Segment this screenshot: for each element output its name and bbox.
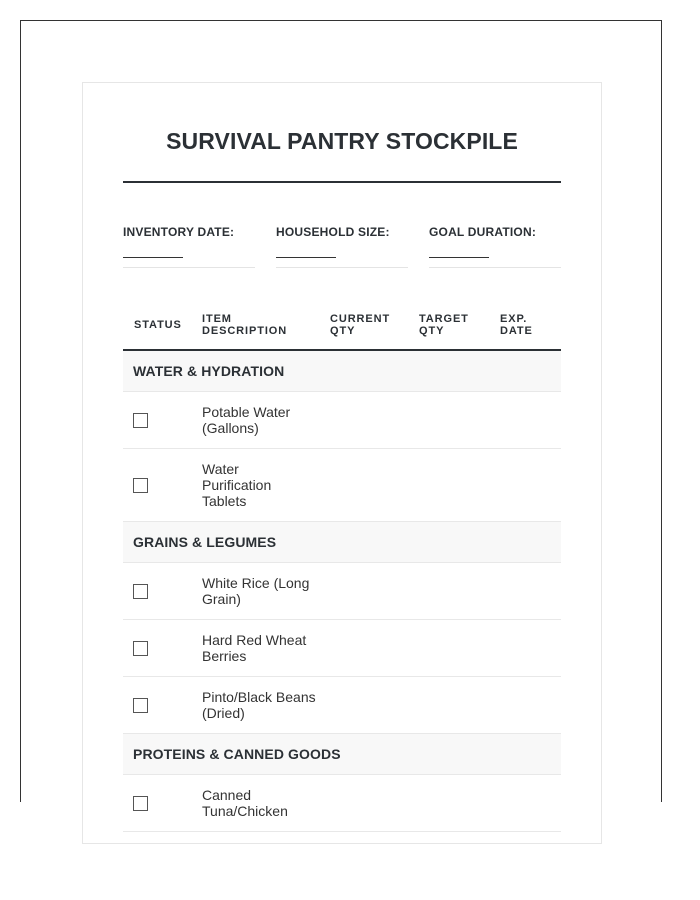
status-checkbox[interactable] (133, 698, 148, 713)
status-cell (123, 449, 192, 522)
header-item-line1: ITEM (202, 313, 232, 325)
exp-date-cell[interactable] (490, 449, 561, 522)
household-size-blank[interactable] (276, 257, 336, 258)
household-size-label: HOUSEHOLD SIZE: (276, 225, 390, 239)
title-divider (123, 181, 561, 183)
inventory-date-blank[interactable] (123, 257, 183, 258)
current-qty-cell[interactable] (320, 677, 409, 734)
section-row-grains-legumes (123, 522, 561, 563)
sheet-content (123, 83, 561, 832)
section-title: GRAINS & LEGUMES (123, 522, 561, 563)
status-checkbox[interactable] (133, 478, 148, 493)
table-row (123, 392, 561, 449)
item-description: Canned Tuna/Chicken (192, 775, 320, 832)
inventory-table (123, 301, 561, 832)
current-qty-cell[interactable] (320, 392, 409, 449)
exp-date-cell[interactable] (490, 620, 561, 677)
header-item-description (192, 301, 320, 350)
table-row (123, 563, 561, 620)
target-qty-cell[interactable] (409, 775, 490, 832)
status-cell (123, 563, 192, 620)
goal-duration-label: GOAL DURATION: (429, 225, 537, 239)
current-qty-cell[interactable] (320, 449, 409, 522)
header-current-line1: CURRENT (330, 313, 391, 325)
status-checkbox[interactable] (133, 413, 148, 428)
section-title: WATER & HYDRATION (123, 350, 561, 392)
item-description: White Rice (Long Grain) (192, 563, 320, 620)
header-item-line2: DESCRIPTION (202, 325, 288, 337)
exp-date-cell[interactable] (490, 392, 561, 449)
header-target-line2: QTY (419, 325, 445, 337)
target-qty-cell[interactable] (409, 449, 490, 522)
target-qty-cell[interactable] (409, 563, 490, 620)
current-qty-cell[interactable] (320, 563, 409, 620)
header-target-line1: TARGET (419, 313, 469, 325)
inventory-date-field[interactable] (123, 225, 255, 268)
exp-date-cell[interactable] (490, 775, 561, 832)
household-size-field[interactable] (276, 225, 408, 268)
item-description: Pinto/Black Beans (Dried) (192, 677, 320, 734)
header-target-qty (409, 301, 490, 350)
table-row (123, 620, 561, 677)
header-status-text: STATUS (134, 319, 182, 331)
current-qty-cell[interactable] (320, 775, 409, 832)
item-description: Potable Water (Gallons) (192, 392, 320, 449)
item-description: Hard Red Wheat Berries (192, 620, 320, 677)
status-checkbox[interactable] (133, 584, 148, 599)
table-row (123, 775, 561, 832)
table-header-row (123, 301, 561, 350)
item-description: Water Purification Tablets (192, 449, 320, 522)
status-cell (123, 677, 192, 734)
section-row-proteins-canned-goods (123, 734, 561, 775)
status-checkbox[interactable] (133, 641, 148, 656)
page-frame (20, 20, 662, 819)
status-cell (123, 775, 192, 832)
exp-date-cell[interactable] (490, 563, 561, 620)
target-qty-cell[interactable] (409, 620, 490, 677)
target-qty-cell[interactable] (409, 677, 490, 734)
header-current-line2: QTY (330, 325, 356, 337)
table-row (123, 677, 561, 734)
goal-duration-field[interactable] (429, 225, 561, 268)
stockpile-sheet (82, 82, 602, 844)
current-qty-cell[interactable] (320, 620, 409, 677)
status-cell (123, 620, 192, 677)
header-status (123, 301, 192, 350)
meta-fields (123, 225, 561, 268)
header-exp-line2: DATE (500, 325, 533, 337)
exp-date-cell[interactable] (490, 677, 561, 734)
header-exp-date (490, 301, 561, 350)
section-row-water-hydration (123, 350, 561, 392)
goal-duration-blank[interactable] (429, 257, 489, 258)
status-checkbox[interactable] (133, 796, 148, 811)
header-current-qty (320, 301, 409, 350)
inventory-date-label: INVENTORY DATE: (123, 225, 235, 239)
header-exp-line1: EXP. (500, 313, 528, 325)
target-qty-cell[interactable] (409, 392, 490, 449)
page-title: SURVIVAL PANTRY STOCKPILE (166, 128, 518, 154)
status-cell (123, 392, 192, 449)
table-row (123, 449, 561, 522)
section-title: PROTEINS & CANNED GOODS (123, 734, 561, 775)
